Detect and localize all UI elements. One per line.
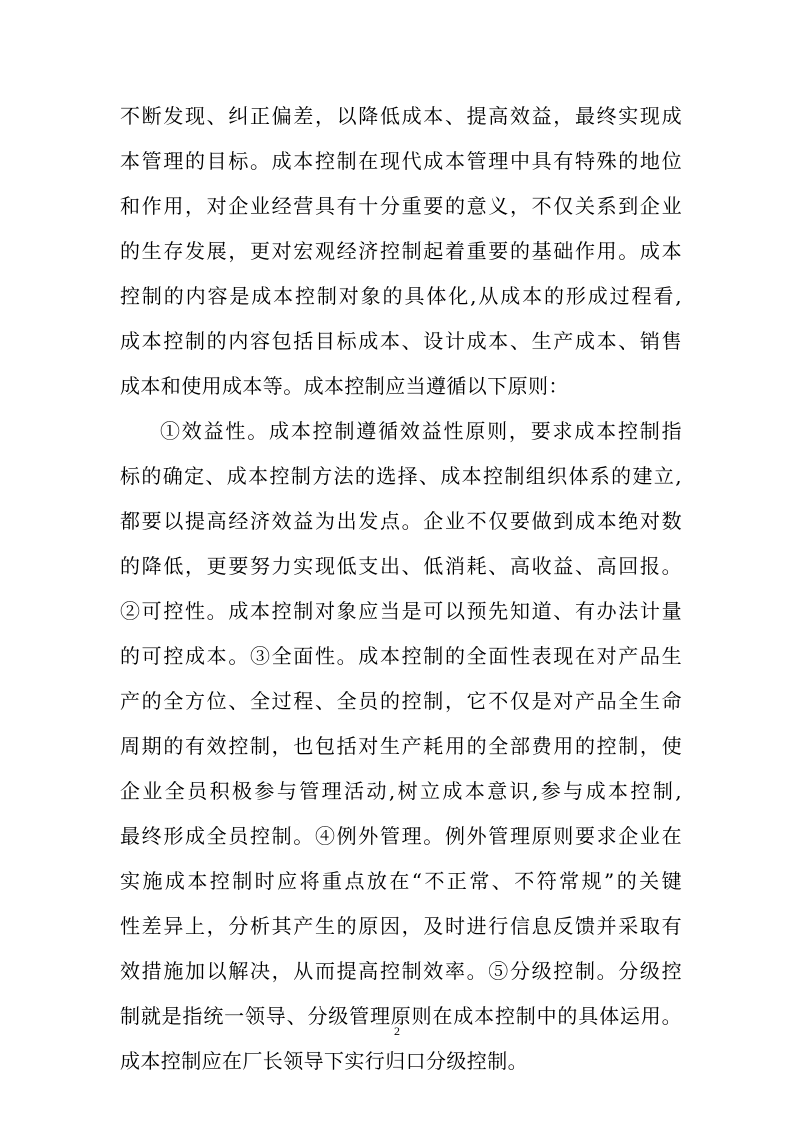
text-line: 的生存发展，更对宏观经济控制起着重要的基础作用。成本 <box>120 239 682 263</box>
text-line: 成本控制的内容包括目标成本、设计成本、生产成本、销售 <box>120 329 682 353</box>
text-line: 不断发现、纠正偏差，以降低成本、提高效益，最终实现成 <box>120 104 682 128</box>
text-line: 的降低，更要努力实现低支出、低消耗、高收益、高回报。 <box>120 554 682 578</box>
text-line: ②可控性。成本控制对象应当是可以预先知道、有办法计量 <box>120 599 682 623</box>
text-line: 和作用，对企业经营具有十分重要的意义，不仅关系到企业 <box>120 194 682 218</box>
text-line: 成本和使用成本等。成本控制应当遵循以下原则： <box>120 374 569 398</box>
text-line: 本管理的目标。成本控制在现代成本管理中具有特殊的地位 <box>120 149 682 173</box>
text-line: ①效益性。成本控制遵循效益性原则，要求成本控制指 <box>160 419 682 443</box>
text-line: 性差异上，分析其产生的原因，及时进行信息反馈并采取有 <box>120 914 682 938</box>
text-line: 企业全员积极参与管理活动,树立成本意识,参与成本控制, <box>120 779 682 803</box>
text-line: 周期的有效控制，也包括对生产耗用的全部费用的控制，使 <box>120 734 682 758</box>
page-number: 2 <box>394 1024 400 1038</box>
text-line: 的可控成本。③全面性。成本控制的全面性表现在对产品生 <box>120 644 682 668</box>
text-line: 制就是指统一领导、分级管理原则在成本控制中的具体运用。 <box>120 1004 682 1028</box>
text-line: 成本控制应在厂长领导下实行归口分级控制。 <box>120 1049 528 1073</box>
text-line: 效措施加以解决，从而提高控制效率。⑤分级控制。分级控 <box>120 959 682 983</box>
text-line: 实施成本控制时应将重点放在“不正常、不符常规”的关键 <box>120 869 682 893</box>
text-line: 控制的内容是成本控制对象的具体化,从成本的形成过程看, <box>120 284 682 308</box>
body-text <box>120 94 682 1084</box>
text-line: 产的全方位、全过程、全员的控制，它不仅是对产品全生命 <box>120 689 682 713</box>
text-line: 最终形成全员控制。④例外管理。例外管理原则要求企业在 <box>120 824 682 848</box>
text-line: 标的确定、成本控制方法的选择、成本控制组织体系的建立, <box>120 464 682 488</box>
text-line: 都要以提高经济效益为出发点。企业不仅要做到成本绝对数 <box>120 509 682 533</box>
